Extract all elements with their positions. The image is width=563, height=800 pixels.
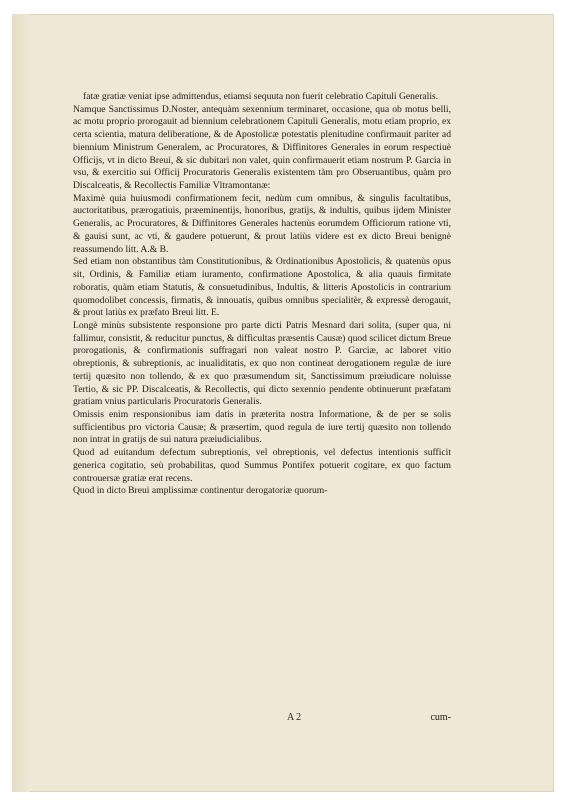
paragraph-7: Quod ad euitandum defectum subreptionis, vel obreptionis, vel defectus intentionis sufficit generica cogitatio, seù probabilitas, quod Summus Pontifex potuerit cogitare, ex quo factum controuersæ gratiæ erat recens. <box>73 447 451 484</box>
signature-mark: A 2 <box>287 712 302 723</box>
page-footer <box>73 712 451 724</box>
paragraph-6: Omissis enim responsionibus iam datis in præterita nostra Informatione, & de per se solis sufficientibus pro victoria Causæ; & præsertim, quod regula de iure tertij quæsito non tollendo non intrat in gratijs de sui natura præiudicialibus. <box>73 408 451 446</box>
paragraph-2: Namque Sanctissimus D.Noster, antequàm sexennium terminaret, occasione, qua ob motus belli, ac motu proprio prorogauit ad biennium celebrationem Capituli Generalis, motu etiam proprio, ex certa scientia, matura deliberatione, & de Apostolicæ potestatis plenitudine confirmauit pariter ad biennium Ministrum Generalem, ac Procuratores, & Diffinitores Generales in eorum respectiuè Officijs, vt in dicto Breui, & sic dubitari non valet, quin confirmauerit etiam nostrum P. Garcia in vsu, & exercitio sui Officij Procuratoris Generalis existentem tàm pro Obseruantibus, quàm pro Discalceatis, & Recollectis Familiæ Vltramontanæ: <box>73 103 451 192</box>
paragraph-1: fatæ gratiæ veniat ipse admittendus, etiamsi sequuta non fuerit celebratio Capituli Generalis. <box>83 91 439 102</box>
paragraph-8: Quod in dicto Breui amplissimæ continentur derogatoriæ quorum- <box>73 485 328 497</box>
body-text <box>73 91 451 498</box>
document-page <box>12 14 554 792</box>
paragraph-4: Sed etiam non obstantibus tàm Constitutionibus, & Ordinationibus Apostolicis, & quatenùs opus sit, Ordinis, & Familiæ etiam iuramento, confirmatione Apostolica, & alia quauis firmitate roboratis, quàm etiam Statutis, & consuetudinibus, Indultis, & litteris Apostolicis in contrarium quomodolibet concessis, firmatis, & innouatis, quibus omnibus specialitèr, & expressè derogauit, & prout latiùs ex præfato Breui litt. E. <box>73 256 451 319</box>
paragraph-3: Maximè quia huiusmodi confirmationem fecit, nedùm cum omnibus, & singulis facultatibus, auctoritatibus, prærogatiuis, præeminentijs, honoribus, gratijs, & indultis, quibus ijdem Minister Generalis, ac Procuratores, & Diffinitores Generales hactenùs eorumdem Officiorum ratione vti, & gauisi sunt, ac vti, & gaudere potuerunt, & prout latiùs videre est ex dicto Breui benignè reassumendo litt. A.& B. <box>73 192 451 255</box>
catchword: cum- <box>430 712 451 723</box>
paragraph-5: Longè minùs subsistente responsione pro parte dicti Patris Mesnard dari solita, (super qua, ni fallimur, consistit, & reducitur punctus, & difficultas præsentis Causæ) quod scilicet dictum Breue prorogationis, & confirmationis suffragari non valeat nostro P. Garciæ, ac laboret vitio obreptionis, & subreptionis, ac inualiditatis, ex quo non contineat derogationem regulæ de iure tertij quæsito non tollendo, & ex quo præsumendum sit, Sanctissimum præiudicare noluisse Tertio, & sic PP. Discalceatis, & Recollectis, qui dicto sexennio pendente obtinuerunt præfatam gratiam vnius particularis Procuratoris Generalis. <box>73 319 451 408</box>
